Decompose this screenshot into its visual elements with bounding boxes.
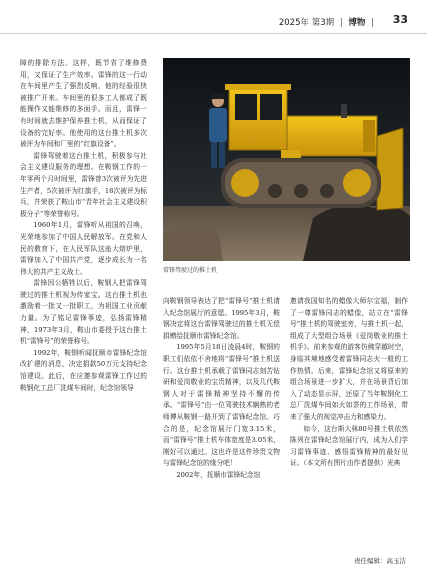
paragraph: 雷锋驾驶着这台推土机，积极参与社会主义建设服务的理想。在鞍钢工作的一年零两个月时间里，雷锋曾3次被评为先进生产者，5次被评为红旗手，18次被评为标兵，并荣获了鞍山市“青年社会主义建设积极分子”等荣誉称号。 xyxy=(20,151,147,218)
issue-label: 第3期 xyxy=(311,18,335,28)
separator: | xyxy=(371,18,374,28)
header-divider xyxy=(0,33,427,34)
section-label: 博物 xyxy=(348,18,366,28)
paragraph: 雷锋因公牺牲以后，鞍钢人把雷锋驾驶过的推土机视为传家宝。这台推土机也激励着一批又一批职工，为祖国工业贡献力量。为了铭记雷锋事迹，弘扬雷锋精神，1973年3月，鞍山市委授予这台推土机“雷锋号”的荣誉称号。 xyxy=(20,279,147,346)
paragraph: 邀请我国知名的蜡像大师尔宝福，制作了一尊雷锋同志的蜡像，站立在“雷锋号”推土机的驾驶室旁，与推土机一起，组成了大型组合场景《爱岗敬业的推土机手》。前来参观的游客仿佛穿越时空，身临其境地感受着雷锋同志火一般的工作热情。后来，雷锋纪念馆又将原来的组合场景进一步扩大，并在场景背后加入了动态显示屏，还原了当年鞍钢化工总厂洗煤车间如火如荼的工作场景，带来了强大的视觉冲击力和感染力。 xyxy=(290,297,408,421)
column-right xyxy=(290,296,408,470)
column-left xyxy=(20,58,147,394)
photo-caption: 雷锋驾驶过的推土机 xyxy=(163,267,218,274)
column-middle xyxy=(163,296,280,482)
editor-credit: 责任编辑：高玉洁 xyxy=(354,557,406,565)
closing-text: 如今，这台斯大林80号推土机依然陈列在雷锋纪念馆展厅内，成为人们学习雷锋事迹、感悟雷锋精神的最好见证。（本文所有图片由作者提供） xyxy=(290,424,408,468)
paragraph: 向鞍钢领导表达了把“雷锋号”推土机请入纪念馆展厅的意愿。1995年3月，鞍钢决定将这台雷锋驾驶过的推土机无偿捐赠给抚顺市雷锋纪念馆。 xyxy=(163,297,280,340)
page-number: 33 xyxy=(392,13,408,26)
credit-badge: 光典 xyxy=(386,459,401,468)
paragraph xyxy=(290,424,408,470)
bulldozer-photo xyxy=(163,58,410,261)
page-header xyxy=(0,0,427,34)
year-label: 2025年 xyxy=(278,18,309,28)
paragraph: 1995年5月18日凌晨4时，鞍钢的职工们依依不舍地将“雷锋号”推土机送行。这台推土机承载了雷锋同志刻苦钻研和爱岗敬业的宝贵精神，以及几代鞍钢人对于雷锋精神坚持不懈的传承。“雷锋号”由一位驾驶技术娴熟的老师傅从鞍钢一路开到了雷锋纪念馆。巧合的是，纪念馆展厅门宽3.15米，而“雷锋号”推土机车体宽度是3.05米，刚好可以通过。这也许是这件珍贵文物与雷锋纪念馆的缘分吧！ xyxy=(163,343,280,468)
paragraph: 1992年，鞍钢听闻抚顺市雷锋纪念馆改扩建的消息，决定捐款50万元支持纪念馆建设。此后，在应邀参观雷锋工作过的鞍钢化工总厂洗煤车间时，纪念馆领导 xyxy=(20,348,147,392)
paragraph: 1960年1月，雷锋听从祖国的召唤，光荣地参加了中国人民解放军。在党和人民的教育下，在人民军队这座大熔炉里，雷锋加入了中国共产党，逐步成长为一名伟大的共产主义战士。 xyxy=(20,221,147,276)
paragraph: 2002年，抚顺市雷锋纪念馆 xyxy=(176,470,261,479)
paragraph: 障的排除方法。这样，既节省了维修费用，又保证了生产效率。雷锋的这一行动在车间里产生了强烈反响，他的经验很快被推广开来。车间里的很多工人都成了既能操作又能维修的多面手。而且，雷锋一有时间就去维护保养推土机，从而保证了设备的完好率。他使用的这台推土机多次被评为车间和厂里的“红旗设备”。 xyxy=(20,59,147,149)
bulldozer-illustration xyxy=(163,58,410,261)
separator: | xyxy=(339,18,343,28)
issue-info xyxy=(279,16,377,28)
track xyxy=(221,158,381,208)
